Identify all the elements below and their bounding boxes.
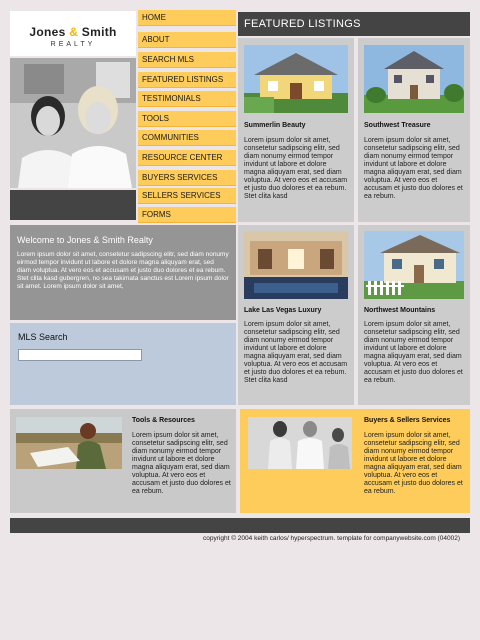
listing-title[interactable]: Southwest Treasure <box>364 122 431 129</box>
listing-card[interactable] <box>238 38 354 222</box>
buyers-sellers-panel <box>240 409 470 513</box>
nav-search-mls[interactable]: SEARCH MLS <box>138 52 236 68</box>
featured-listings-title: FEATURED LISTINGS <box>244 18 361 30</box>
buyers-sellers-text: Lorem ipsum dolor sit amet, consetetur sadipscing elitr, sed diam nonumy eirmod tempor invidunt ut labore et dolore magna aliquyam erat, sed diam voluptua. At vero eos et accusam et justo duo dolores et ea rebum. <box>364 432 463 495</box>
listing-photo[interactable] <box>364 45 464 113</box>
logo-wordmark <box>10 25 136 39</box>
tools-resources-title[interactable]: Tools & Resources <box>132 417 195 424</box>
listing-description: Lorem ipsum dolor sit amet, consetetur sadipscing elitr, sed diam nonumy eirmod tempor invidunt ut labore et dolore magna aliquyam erat, sed diam voluptua. At vero eos et accusam et justo duo dolores et ea rebum. <box>364 321 463 384</box>
logo-subtitle: REALTY <box>50 41 96 48</box>
listing-photo[interactable] <box>364 231 464 299</box>
nav-forms[interactable]: FORMS <box>138 207 236 223</box>
listing-photo[interactable] <box>244 231 348 299</box>
listing-photo[interactable] <box>244 45 348 113</box>
logo-name-part1: Jones <box>29 25 70 39</box>
nav-home[interactable]: HOME <box>138 10 236 26</box>
buyers-sellers-title[interactable]: Buyers & Sellers Services <box>364 417 451 424</box>
nav-testimonials[interactable]: TESTIMONIALS <box>138 91 236 107</box>
agents-photo <box>10 58 136 188</box>
nav-sellers-services[interactable]: SELLERS SERVICES <box>138 188 236 204</box>
nav-communities[interactable]: COMMUNITIES <box>138 130 236 146</box>
nav-tools[interactable]: TOOLS <box>138 111 236 127</box>
welcome-title: Welcome to Jones & Smith Realty <box>17 235 153 245</box>
tools-resources-panel <box>10 409 236 513</box>
copyright-text: copyright © 2004 keith carlos/ hyperspectrum. template for companywebsite.com (04002) <box>203 535 460 542</box>
listing-description: Lorem ipsum dolor sit amet, consetetur sadipscing elitr, sed diam nonumy eirmod tempor invidunt ut labore et dolore magna aliquyam erat, sed diam voluptua. At vero eos et accusam et justo duo dolores et ea rebum. <box>364 137 463 200</box>
listing-card[interactable] <box>238 225 354 405</box>
mls-search-title: MLS Search <box>18 332 68 342</box>
nav-resource-center[interactable]: RESOURCE CENTER <box>138 150 236 166</box>
nav-about[interactable]: ABOUT <box>138 32 236 48</box>
featured-listings-header <box>238 12 470 36</box>
listing-card[interactable] <box>358 225 470 405</box>
nav-featured-listings[interactable]: FEATURED LISTINGS <box>138 72 236 88</box>
buyers-sellers-photo <box>248 417 352 469</box>
nav-buyers-services[interactable]: BUYERS SERVICES <box>138 170 236 186</box>
welcome-panel <box>10 225 236 320</box>
logo-name-part2: Smith <box>78 25 117 39</box>
listing-title[interactable]: Northwest Mountains <box>364 307 436 314</box>
tools-resources-text: Lorem ipsum dolor sit amet, consetetur sadipscing elitr, sed diam nonumy eirmod tempor invidunt ut labore et dolore magna aliquyam erat, sed diam voluptua. At vero eos et accusam et justo duo dolores et ea rebum. <box>132 432 231 495</box>
listing-title[interactable]: Summerlin Beauty <box>244 122 306 129</box>
photo-caption-bar <box>10 190 136 220</box>
listing-title[interactable]: Lake Las Vegas Luxury <box>244 307 322 314</box>
listing-card[interactable] <box>358 38 470 222</box>
footer-bar <box>10 518 470 533</box>
welcome-text: Lorem ipsum dolor sit amet, consetetur sadipscing elitr, sed diam nonumy eirmod tempor invidunt ut labore et dolore magna aliquyam erat, sed diam voluptua. At vero eos et accusam et justo duo dolores et ea rebum. Stet clita kasd gubergren, no sea takimata sanctus est Lorem ipsum dolor sit amet. Lorem ipsum dolor sit amet, <box>17 251 229 290</box>
listing-description: Lorem ipsum dolor sit amet, consetetur sadipscing elitr, sed diam nonumy eirmod tempor invidunt ut labore et dolore magna aliquyam erat, sed diam voluptua. At vero eos et accusam et justo duo dolores et ea rebum. Stet clita kasd <box>244 137 348 200</box>
tools-photo <box>16 417 122 469</box>
logo[interactable] <box>10 11 136 56</box>
mls-search-input[interactable] <box>18 349 142 361</box>
logo-ampersand: & <box>69 25 79 39</box>
listing-description: Lorem ipsum dolor sit amet, consetetur sadipscing elitr, sed diam nonumy eirmod tempor invidunt ut labore et dolore magna aliquyam erat, sed diam voluptua. At vero eos et accusam et justo duo dolores et ea rebum. Stet clita kasd <box>244 321 348 384</box>
mls-search-panel <box>10 323 236 405</box>
